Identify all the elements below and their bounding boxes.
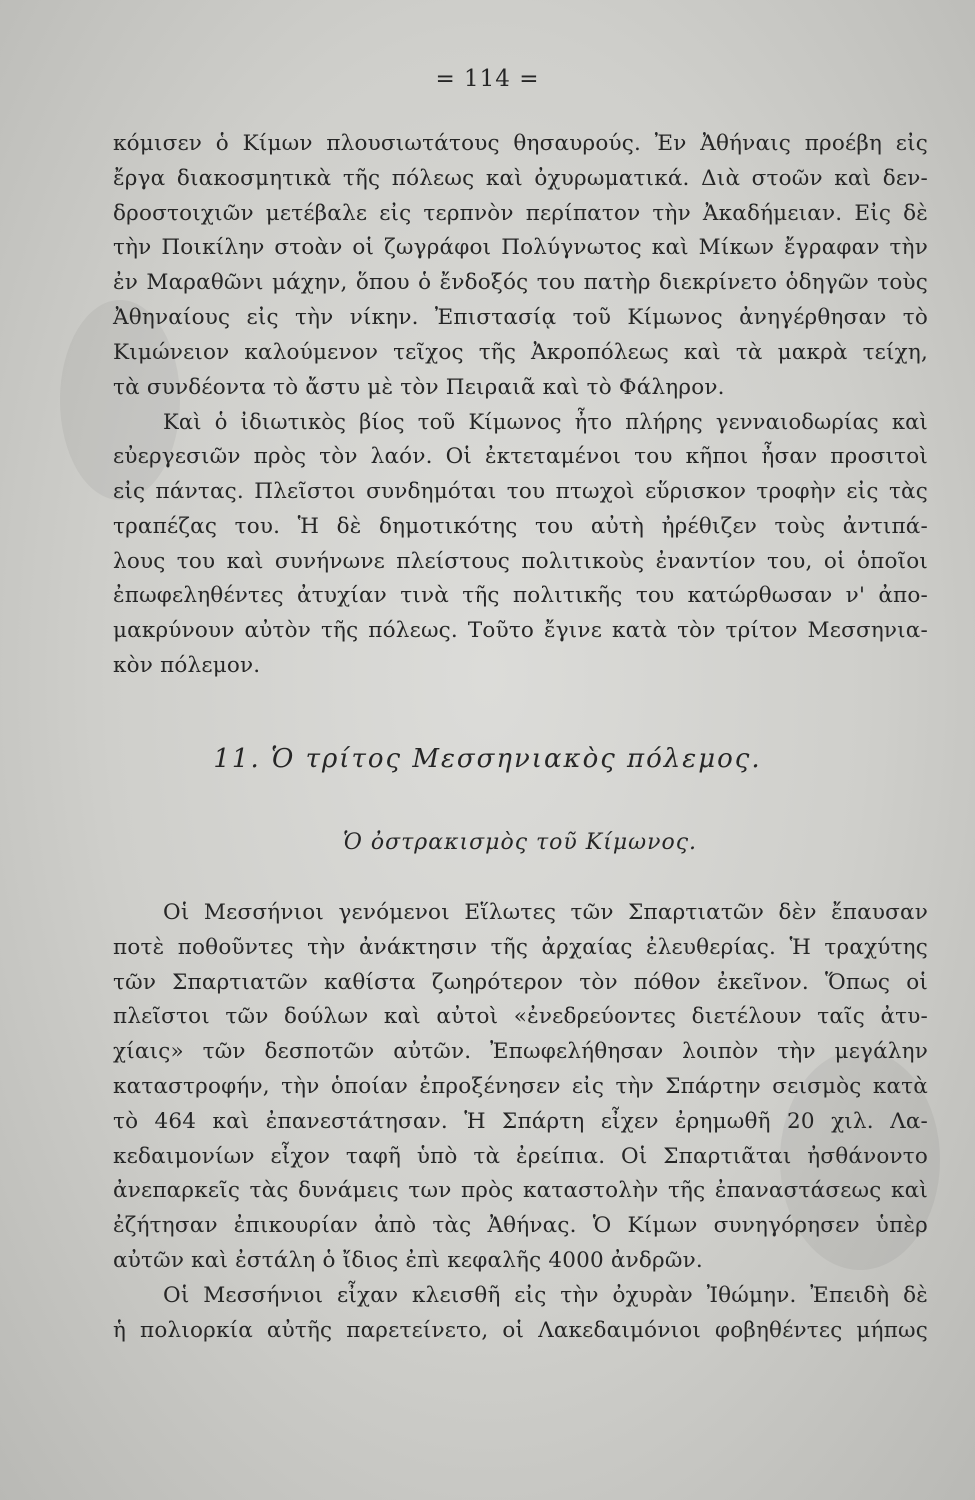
text-line: εἰς πάντας. Πλεῖστοι συνδημόται του πτωχοὶ εὕρισκον τροφὴν εἰς τὰς xyxy=(113,478,928,504)
text-line: κόμισεν ὁ Κίμων πλουσιωτάτους θησαυρούς. Ἐν Ἀθήναις προέβη εἰς xyxy=(113,131,928,156)
text-line: Ἀθηναίους εἰς τὴν νίκην. Ἐπιστασίᾳ τοῦ Κίμωνος ἀνηγέρθησαν τὸ xyxy=(113,304,928,330)
text-line: λους του καὶ συνήνωνε πλείστους πολιτικοὺς ἐναντίον του, οἱ ὁποῖοι xyxy=(113,548,928,574)
text-line: ἐζήτησαν ἐπικουρίαν ἀπὸ τὰς Ἀθήνας. Ὁ Κίμων συνηγόρησεν ὑπὲρ xyxy=(113,1213,928,1239)
text-line: μακρύνουν αὐτὸν τῆς πόλεως. Τοῦτο ἔγινε κατὰ τὸν τρίτον Μεσσηνια- xyxy=(113,618,928,644)
text-line: πλεῖστοι τῶν δούλων καὶ αὐτοὶ «ἐνεδρεύοντες διετέλουν ταῖς ἀτυ- xyxy=(113,1004,928,1030)
chapter-title: 11. Ὁ τρίτος Μεσσηνιακὸς πόλεμος. xyxy=(213,744,762,774)
chapter-subtitle: Ὁ ὀστρακισμὸς τοῦ Κίμωνος. xyxy=(342,830,698,855)
text-line: ἔργα διακοσμητικὰ τῆς πόλεως καὶ ὀχυρωματικά. Διὰ στοῶν καὶ δεν- xyxy=(113,165,928,191)
text-line: ἐν Μαραθῶνι μάχην, ὅπου ὁ ἔνδοξός του πατὴρ διεκρίνετο ὁδηγῶν τοὺς xyxy=(113,270,928,296)
page-number: = 114 = xyxy=(435,66,540,92)
text-line: Καὶ ὁ ἰδιωτικὸς βίος τοῦ Κίμωνος ἦτο πλήρης γενναιοδωρίας καὶ xyxy=(163,410,928,435)
text-line: τὴν Ποικίλην στοὰν οἱ ζωγράφοι Πολύγνωτος καὶ Μίκων ἔγραφαν τὴν xyxy=(113,235,928,261)
text-line: ἐπωφεληθέντες ἀτυχίαν τινὰ τῆς πολιτικῆς του κατώρθωσαν ν' ἀπο- xyxy=(113,583,928,609)
text-line: αὐτῶν καὶ ἐστάλη ὁ ἴδιος ἐπὶ κεφαλῆς 4000 ἀνδρῶν. xyxy=(113,1247,703,1273)
text-line: εὐεργεσιῶν πρὸς τὸν λαόν. Οἱ ἐκτεταμένοι του κῆποι ἦσαν προσιτοὶ xyxy=(113,444,928,470)
text-line: τὸ 464 καὶ ἐπανεστάτησαν. Ἡ Σπάρτη εἶχεν ἐρημωθῆ 20 χιλ. Λα- xyxy=(113,1108,928,1134)
text-line: τραπέζας του. Ἡ δὲ δημοτικότης του αὐτὴ ἠρέθιζεν τοὺς ἀντιπά- xyxy=(113,513,928,539)
text-line: χίαις» τῶν δεσποτῶν αὐτῶν. Ἐπωφελήθησαν λοιπὸν τὴν μεγάλην xyxy=(113,1039,928,1065)
text-line: ἡ πολιορκία αὐτῆς παρετείνετο, οἱ Λακεδαιμόνιοι φοβηθέντες μήπως xyxy=(113,1317,928,1343)
text-line: τῶν Σπαρτιατῶν καθίστα ζωηρότερον τὸν πόθον ἐκεῖνον. Ὅπως οἱ xyxy=(113,969,928,995)
text-line: Κιμώνειον καλούμενον τεῖχος τῆς Ἀκροπόλεως καὶ τὰ μακρὰ τείχη, xyxy=(113,339,928,365)
text-line: κεδαιμονίων εἶχον ταφῆ ὑπὸ τὰ ἐρείπια. Οἱ Σπαρτιᾶται ἠσθάνοντο xyxy=(113,1143,928,1169)
top-paragraphs xyxy=(113,127,928,684)
text-line: κὸν πόλεμον. xyxy=(113,652,261,678)
text-line: δροστοιχιῶν μετέβαλε εἰς τερπνὸν περίπατον τὴν Ἀκαδήμειαν. Εἰς δὲ xyxy=(113,200,928,226)
bottom-paragraphs xyxy=(113,896,928,1348)
text-line: τὰ συνδέοντα τὸ ἄστυ μὲ τὸν Πειραιᾶ καὶ τὸ Φάληρον. xyxy=(113,374,725,400)
text-line: Οἱ Μεσσήνιοι εἶχαν κλεισθῆ εἰς τὴν ὀχυρὰν Ἰθώμην. Ἐπειδὴ δὲ xyxy=(163,1282,928,1308)
text-line: Οἱ Μεσσήνιοι γενόμενοι Εἵλωτες τῶν Σπαρτιατῶν δὲν ἔπαυσαν xyxy=(163,900,928,925)
text-line: ποτὲ ποθοῦντες τὴν ἀνάκτησιν τῆς ἀρχαίας ἐλευθερίας. Ἡ τραχύτης xyxy=(113,934,928,960)
text-line: ἀνεπαρκεῖς τὰς δυνάμεις των πρὸς καταστολὴν τῆς ἐπαναστάσεως καὶ xyxy=(113,1178,928,1204)
text-line: καταστροφήν, τὴν ὁποίαν ἐπροξένησεν εἰς τὴν Σπάρτην σεισμὸς κατὰ xyxy=(113,1073,928,1099)
